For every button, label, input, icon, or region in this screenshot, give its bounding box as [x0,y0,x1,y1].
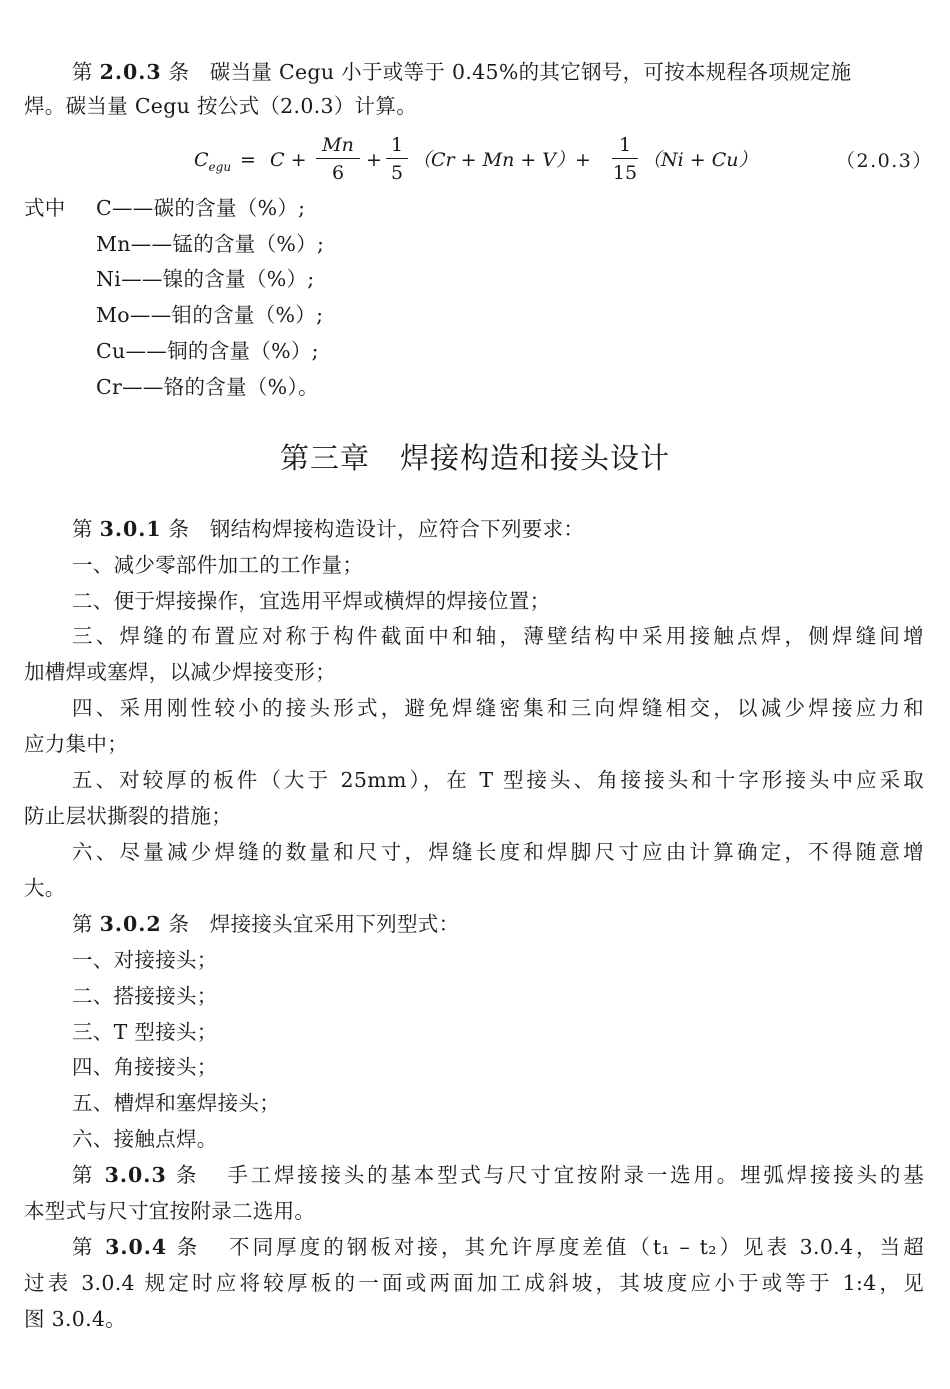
definition-ni: Ni——镍的含量（%）; [96,267,315,291]
formula-fraction-mn: Mn 6 [314,132,362,185]
clause-3-0-3-line-1: 第 3.0.3 条 手工焊接接头的基本型式与尺寸宜按附录一选用。埋弧焊接接头的基 [72,1163,925,1187]
clause-text: 手工焊接接头的基本型式与尺寸宜按附录一选用。埋弧焊接接头的基 [227,1163,925,1187]
list-item: 五、槽焊和塞焊接头； [72,1091,280,1115]
formula-term-c: C + [270,149,307,171]
clause-number: 2.0.3 [99,60,162,84]
list-item: 五、对较厚的板件（大于 25mm），在 T 型接头、角接接头和十字形接头中应采取 [72,768,924,792]
definition-c: C——碳的含量（%）; [96,196,306,220]
formula-fraction-one-fifth: 1 5 [384,132,410,185]
clause-number: 3.0.3 [104,1163,167,1187]
list-item: 三、T 型接头； [72,1020,218,1044]
list-item-continuation: 大。 [24,876,66,900]
clause-3-0-3-line-2: 本型式与尺寸宜按附录二选用。 [24,1199,316,1223]
formula-plus: + [366,149,382,171]
clause-2-0-3-line-1 [72,58,924,86]
clause-3-0-4-line-1: 第 3.0.4 条 不同厚度的钢板对接，其允许厚度差值（t₁ – t₂）见表 3.0.4，当超 [72,1235,924,1259]
chapter-number: 第三章 [279,441,370,475]
definition-mn: Mn——锰的含量（%）; [96,232,325,256]
list-item: 二、便于焊接操作，宜选用平焊或横焊的焊接位置； [72,589,551,613]
clause-2-0-3-line-2: 焊。碳当量 Cegu 按公式（2.0.3）计算。 [24,94,418,118]
list-item: 六、尽量减少焊缝的数量和尺寸，焊缝长度和焊脚尺寸应由计算确定，不得随意增 [72,840,924,864]
list-item: 六、接触点焊。 [72,1127,218,1151]
list-item: 一、减少零部件加工的工作量； [72,553,364,577]
clause-number: 3.0.4 [105,1235,168,1259]
list-item: 二、搭接接头； [72,984,218,1008]
clause-text: 碳当量 Cegu 小于或等于 0.45%的其它钢号，可按本规程各项规定施 [209,60,852,84]
formula-lhs-subscript: egu [208,160,232,174]
list-item: 一、对接接头； [72,948,218,972]
clause-3-0-1-heading: 第 3.0.1 条 钢结构焊接构造设计，应符合下列要求： [72,517,585,541]
clause-3-0-2-heading: 第 3.0.2 条 焊接接头宜采用下列型式： [72,912,460,936]
formula-number: （2.0.3） [836,150,933,172]
clause-text: 不同厚度的钢板对接，其允许厚度差值（t₁ – t₂）见表 3.0.4，当超 [229,1235,924,1259]
chapter-title: 焊接构造和接头设计 [400,441,671,475]
clause-3-0-4-line-2: 过表 3.0.4 规定时应将较厚板的一面或两面加工成斜坡，其坡度应小于或等于 1:4，见 [24,1271,924,1295]
list-item: 三、焊缝的布置应对称于构件截面中和轴，薄壁结构中采用接触点焊，侧焊缝间增 [72,624,924,648]
clause-prefix: 第 [72,60,100,84]
list-item-continuation: 应力集中； [24,732,128,756]
formula-lhs: $C_{egu}$ [194,149,232,174]
definitions-intro: 式中 [24,196,66,220]
definition-mo: Mo——钼的含量（%）; [96,303,324,327]
clause-number: 3.0.2 [99,912,162,936]
list-item-continuation: 防止层状撕裂的措施； [24,804,232,828]
list-item: 四、角接接头； [72,1055,218,1079]
formula-fraction-one-fifteenth: 1 15 [612,134,638,184]
clause-number: 3.0.1 [99,517,162,541]
formula-term-cr-mn-v: （Cr + Mn + V）+ [412,149,591,171]
clause-text: 钢结构焊接构造设计，应符合下列要求： [209,517,585,541]
chapter-heading [0,440,950,476]
carbon-equivalent-formula [190,132,933,188]
clause-label: 条 [161,60,190,84]
definition-cu: Cu——铜的含量（%）; [96,339,319,363]
clause-text: 焊接接头宜采用下列型式： [209,912,460,936]
definition-cr: Cr——铬的含量（%）。 [96,375,319,399]
clause-3-0-4-line-3: 图 3.0.4。 [24,1307,127,1331]
list-item: 四、采用刚性较小的接头形式，避免焊缝密集和三向焊缝相交，以减少焊接应力和 [72,696,924,720]
formula-equals: = [240,149,256,171]
list-item-continuation: 加槽焊或塞焊，以减少焊接变形； [24,660,336,684]
formula-term-ni-cu: （Ni + Cu） [642,149,758,171]
